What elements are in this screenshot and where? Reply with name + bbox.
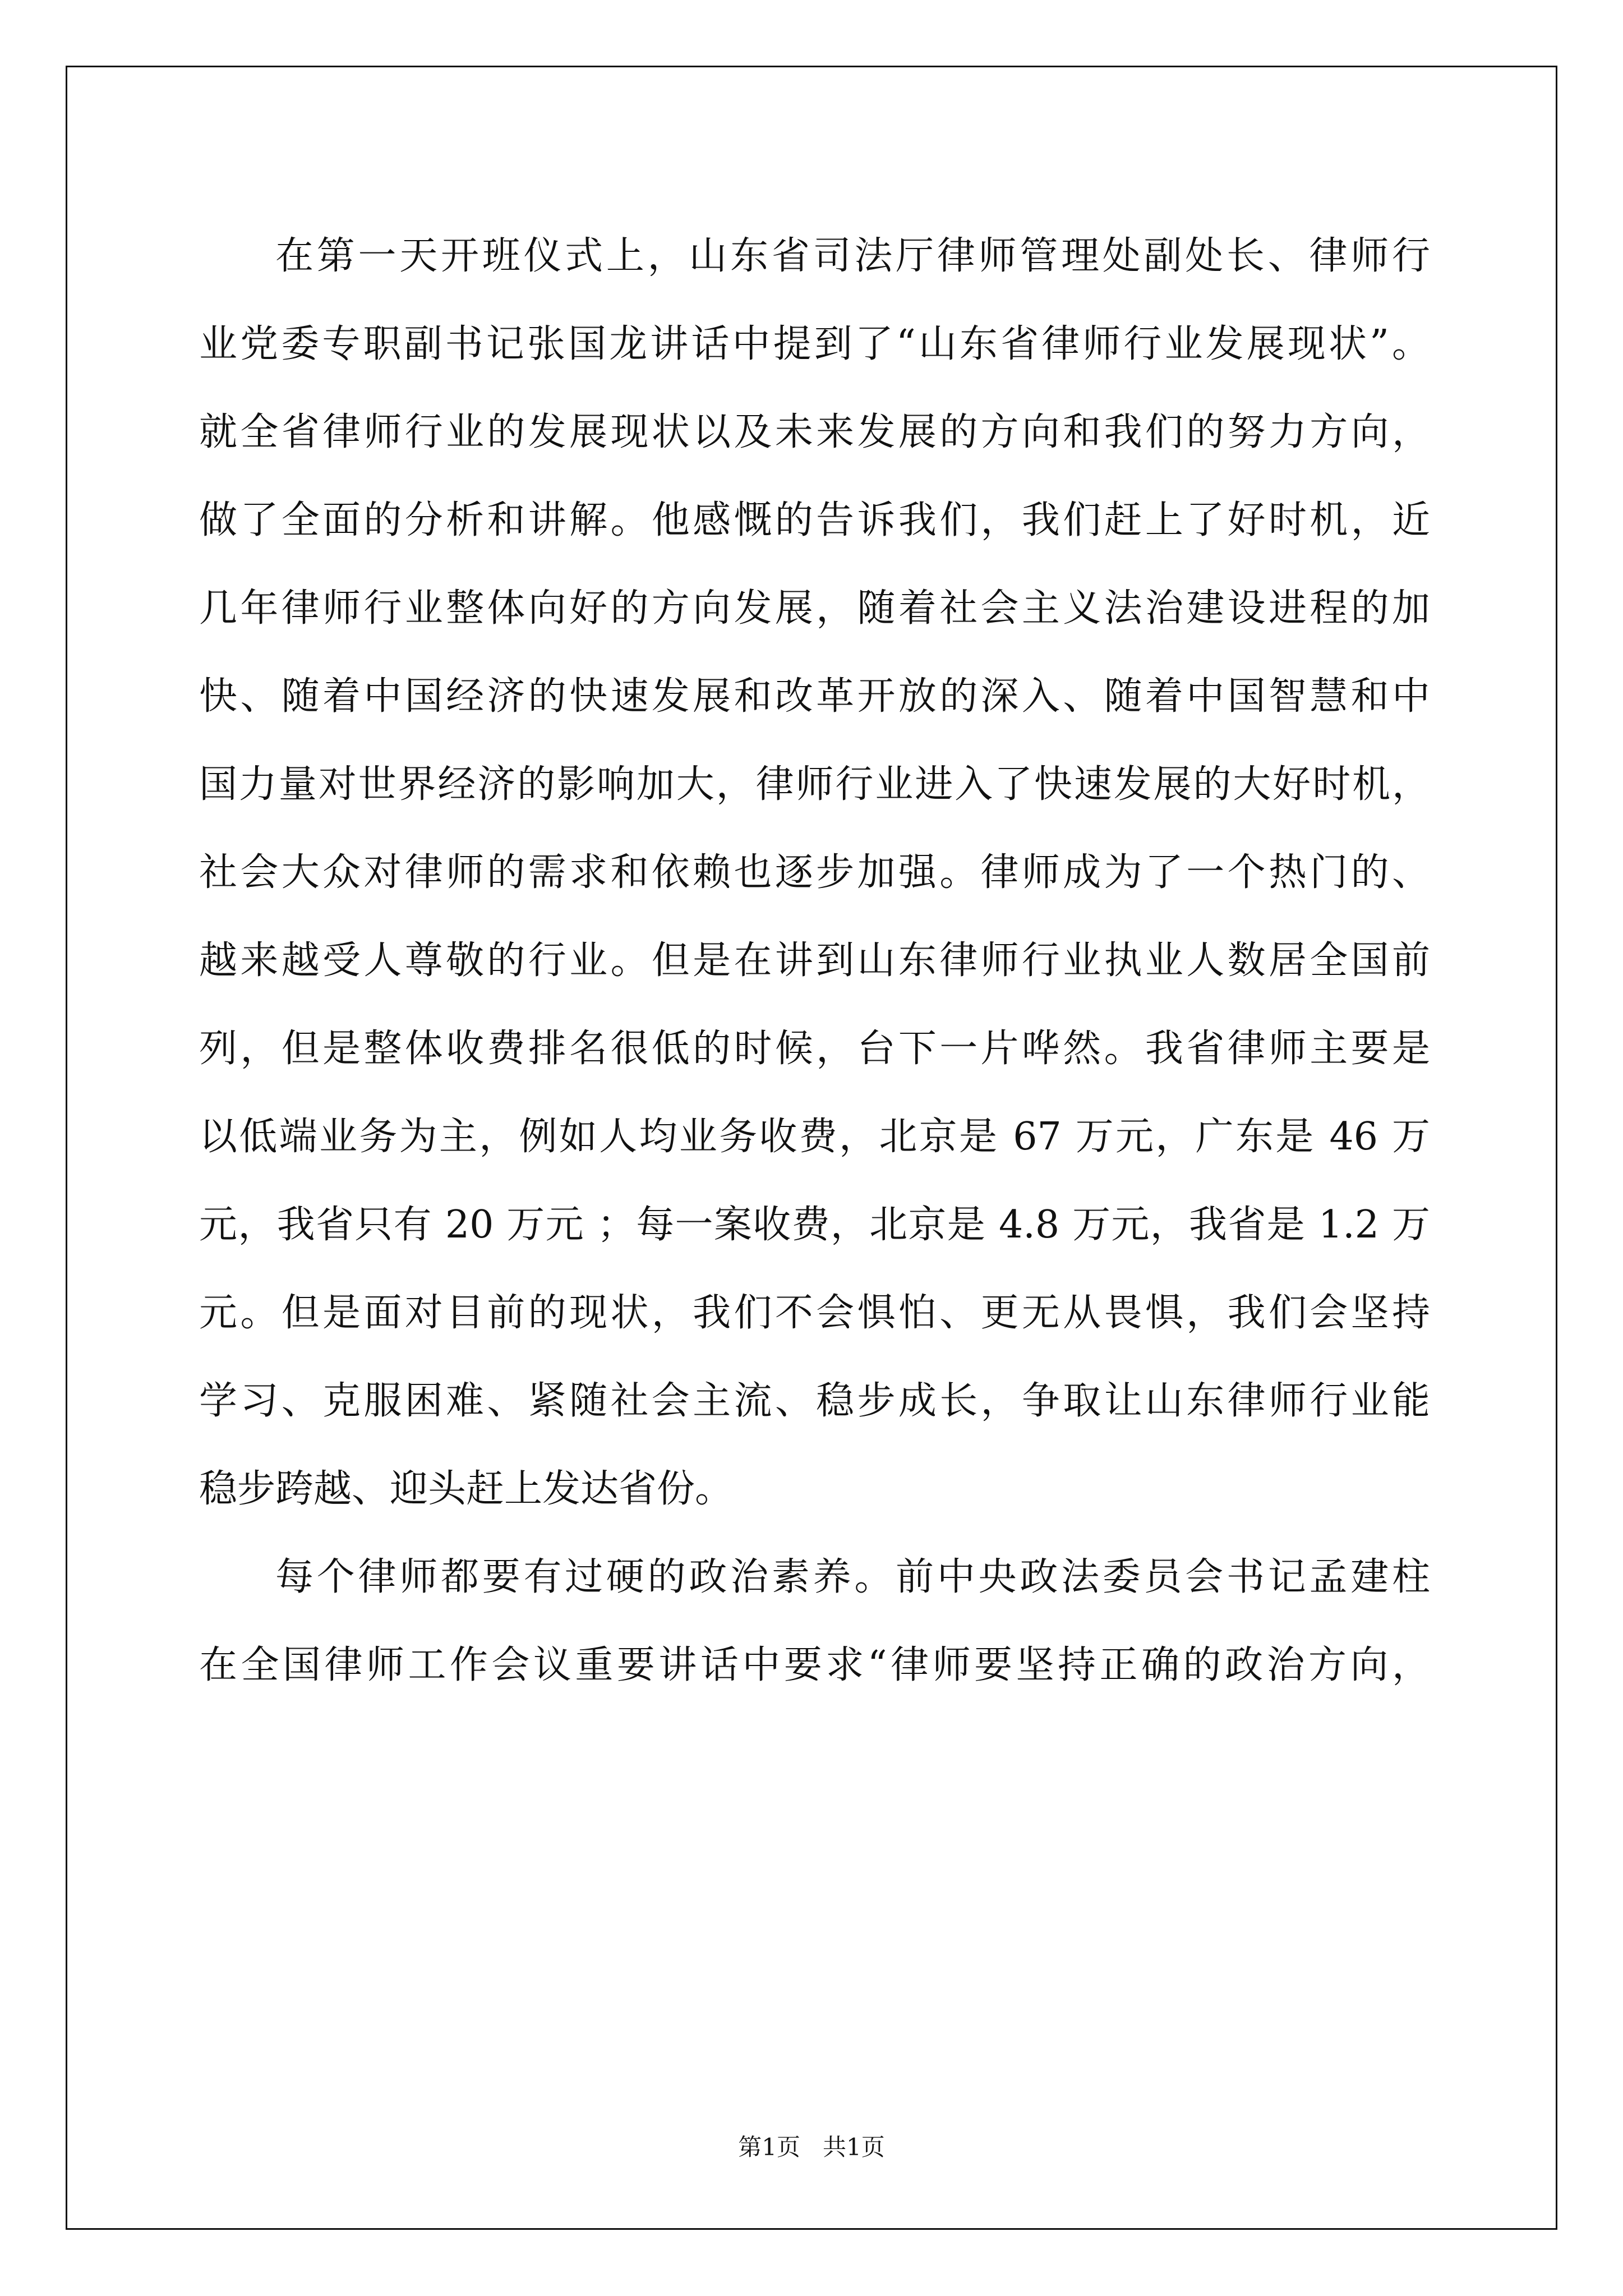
- text-line: 几年律师行业整体向好的方向发展，随着社会主义法治建设进程的加: [199, 586, 1430, 631]
- paragraph-2: [199, 1533, 1430, 1709]
- page-footer: 第1页 共1页: [738, 2133, 885, 2161]
- text-line: 元。但是面对目前的现状，我们不会惧怕、更无从畏惧，我们会坚持: [199, 1291, 1430, 1335]
- text-line: 元，我省只有 20 万元 ；每一案收费，北京是 4.8 万元，我省是 1.2 万: [199, 1203, 1430, 1247]
- paragraph-1: [199, 212, 1430, 1533]
- text-line: 每个律师都要有过硬的政治素养。前中央政法委员会书记孟建柱: [275, 1555, 1430, 1599]
- document-body: [199, 212, 1430, 1709]
- text-line: 业党委专职副书记张国龙讲话中提到了“山东省律师行业发展现状”。: [199, 322, 1430, 366]
- text-line: 越来越受人尊敬的行业。但是在讲到山东律师行业执业人数居全国前: [199, 938, 1430, 983]
- text-line: 就全省律师行业的发展现状以及未来发展的方向和我们的努力方向，: [199, 410, 1430, 454]
- text-line: 快、随着中国经济的快速发展和改革开放的深入、随着中国智慧和中: [199, 674, 1430, 719]
- text-line: 以低端业务为主，例如人均业务收费，北京是 67 万元，广东是 46 万: [199, 1115, 1430, 1159]
- text-line: 国力量对世界经济的影响加大，律师行业进入了快速发展的大好时机，: [199, 762, 1430, 807]
- text-line: 稳步跨越、迎头赶上发达省份。: [199, 1467, 734, 1511]
- text-line: 列，但是整体收费排名很低的时候，台下一片哗然。我省律师主要是: [199, 1027, 1430, 1071]
- text-line: 在全国律师工作会议重要讲话中要求“律师要坚持正确的政治方向，: [199, 1643, 1430, 1687]
- text-line: 社会大众对律师的需求和依赖也逐步加强。律师成为了一个热门的、: [199, 850, 1430, 895]
- text-line: 学习、克服困难、紧随社会主流、稳步成长，争取让山东律师行业能: [199, 1379, 1430, 1423]
- text-line: 在第一天开班仪式上，山东省司法厅律师管理处副处长、律师行: [275, 234, 1430, 278]
- text-line: 做了全面的分析和讲解。他感慨的告诉我们，我们赶上了好时机，近: [199, 498, 1430, 542]
